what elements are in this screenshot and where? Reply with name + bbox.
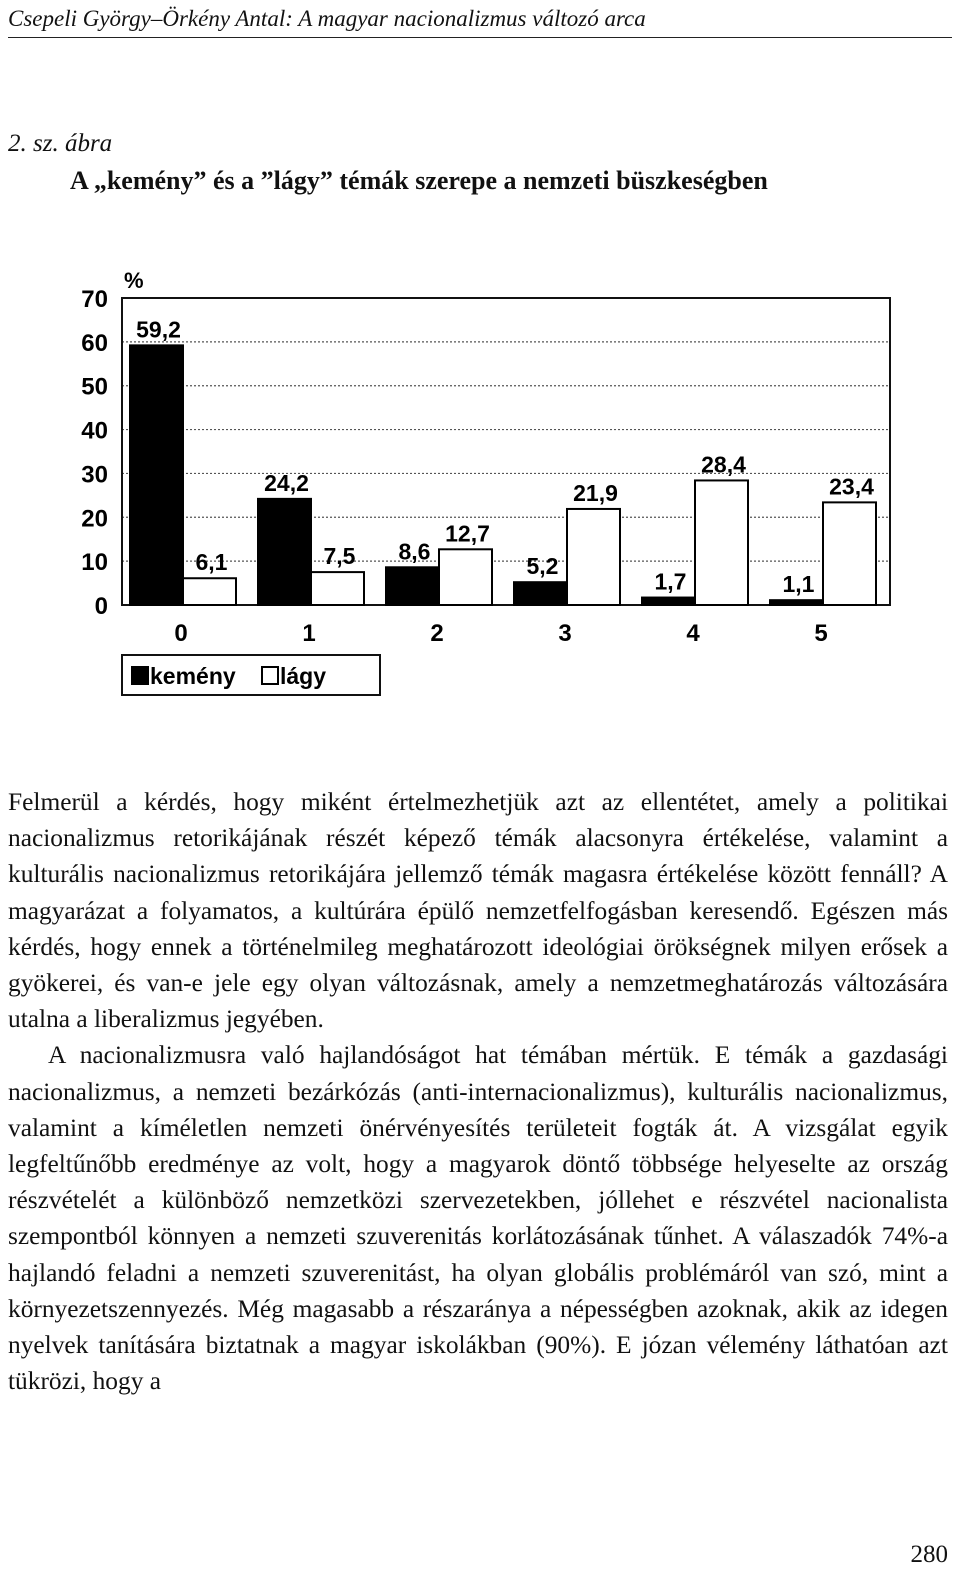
data-label: 6,1 bbox=[195, 549, 228, 576]
legend-label-lágy: lágy bbox=[280, 663, 327, 689]
data-label: 1,1 bbox=[782, 571, 815, 598]
figure-number: 2. sz. ábra bbox=[8, 130, 113, 157]
bar-lágy-0 bbox=[183, 578, 236, 605]
bar-kemény-5 bbox=[770, 600, 823, 605]
x-tick-label: 1 bbox=[302, 620, 316, 647]
x-tick-label: 4 bbox=[686, 620, 700, 647]
bar-kemény-4 bbox=[642, 598, 695, 605]
y-tick-label: 30 bbox=[81, 461, 108, 489]
data-label: 59,2 bbox=[136, 316, 181, 343]
x-tick-label: 2 bbox=[430, 620, 444, 647]
bar-lágy-2 bbox=[439, 549, 492, 605]
paragraph-1: Felmerül a kérdés, hogy miként értelmezhetjük azt az ellentétet, amely a politikai nacionalizmus retorikájának részét képező témák alacsonyra értékelése, valamint a kulturális nacionalizmus retorikájára jellemző témák magasra értékelése között fennáll? A magyarázat a folyamatos, a kultúrára épülő nemzetfelfogásban keresendő. Egészen más kérdés, hogy ennek a történelmileg meghatározott ideológiai örökségnek milyen erősek a gyökerei, és van-e jele egy olyan változásnak, amely a nemzetmeghatározás változására utalna a liberalizmus jegyében. bbox=[8, 788, 948, 1034]
bar-lágy-1 bbox=[311, 572, 364, 605]
data-label: 7,5 bbox=[323, 543, 356, 570]
y-tick-label: 40 bbox=[81, 417, 108, 445]
figure-title: A „kemény” és a ”lágy” témák szerepe a nemzeti büszkeségben bbox=[70, 166, 768, 195]
bar-kemény-0 bbox=[130, 345, 183, 605]
data-label: 28,4 bbox=[701, 451, 746, 478]
bar-kemény-3 bbox=[514, 582, 567, 605]
page-number: 280 bbox=[910, 1541, 948, 1568]
bar-kemény-2 bbox=[386, 567, 439, 605]
y-tick-label: 20 bbox=[81, 505, 108, 533]
bar-lágy-5 bbox=[823, 502, 876, 605]
bar-chart bbox=[60, 260, 900, 710]
bar-lágy-3 bbox=[567, 509, 620, 605]
data-label: 21,9 bbox=[573, 479, 618, 506]
bar-lágy-4 bbox=[695, 480, 748, 605]
legend-swatch-lágy bbox=[262, 667, 278, 684]
running-title: Csepeli György–Örkény Antal: A magyar nacionalizmus változó arca bbox=[8, 6, 646, 31]
y-tick-label: 0 bbox=[94, 593, 108, 620]
running-header bbox=[8, 4, 952, 38]
x-tick-label: 3 bbox=[558, 620, 572, 647]
legend-swatch-kemény bbox=[132, 667, 148, 684]
data-label: 1,7 bbox=[654, 568, 687, 595]
x-tick-label: 5 bbox=[814, 620, 828, 647]
y-tick-label: 60 bbox=[81, 329, 108, 357]
data-label: 5,2 bbox=[526, 553, 559, 580]
bar-kemény-1 bbox=[258, 499, 311, 605]
data-label: 24,2 bbox=[264, 469, 309, 496]
paragraph-2: A nacionalizmusra való hajlandóságot hat témában mértük. E témák a gazdasági nacionalizmus, a nemzeti bezárkózás (anti-internacionalizmus), kulturális nacionalizmus, valamint a kíméletlen nemzeti önérvényesítés területeit fogták át. A vizsgálat egyik legfeltűnőbb eredménye az volt, hogy a magyarok döntő többsége helyeselte az ország részvételét a különböző nemzetközi szervezetekben, jóllehet e részvétel nacionalista szempontból könnyen a nemzeti szuverenitás korlátozásának tűnhet. A válaszadók 74%-a hajlandó feladni a nemzeti szuverenitást, ha olyan globális problémáról van szó, mint a környezetszennyezés. Még magasabb a részaránya a népességben azoknak, akik az idegen nyelvek tanítására biztatnak a magyar iskolákban (90%). E józan vélemény láthatóan azt tükrözi, hogy a bbox=[8, 1041, 948, 1396]
y-tick-label: 70 bbox=[81, 286, 108, 313]
data-label: 12,7 bbox=[445, 520, 490, 547]
data-label: 8,6 bbox=[398, 538, 431, 565]
y-tick-label: 50 bbox=[81, 373, 108, 401]
legend-label-kemény: kemény bbox=[150, 663, 236, 689]
body-text bbox=[8, 784, 948, 1399]
y-unit-label: % bbox=[124, 268, 144, 293]
y-tick-label: 10 bbox=[81, 549, 108, 577]
plot-frame bbox=[122, 298, 890, 605]
data-label: 23,4 bbox=[829, 473, 874, 500]
x-tick-label: 0 bbox=[174, 620, 188, 647]
